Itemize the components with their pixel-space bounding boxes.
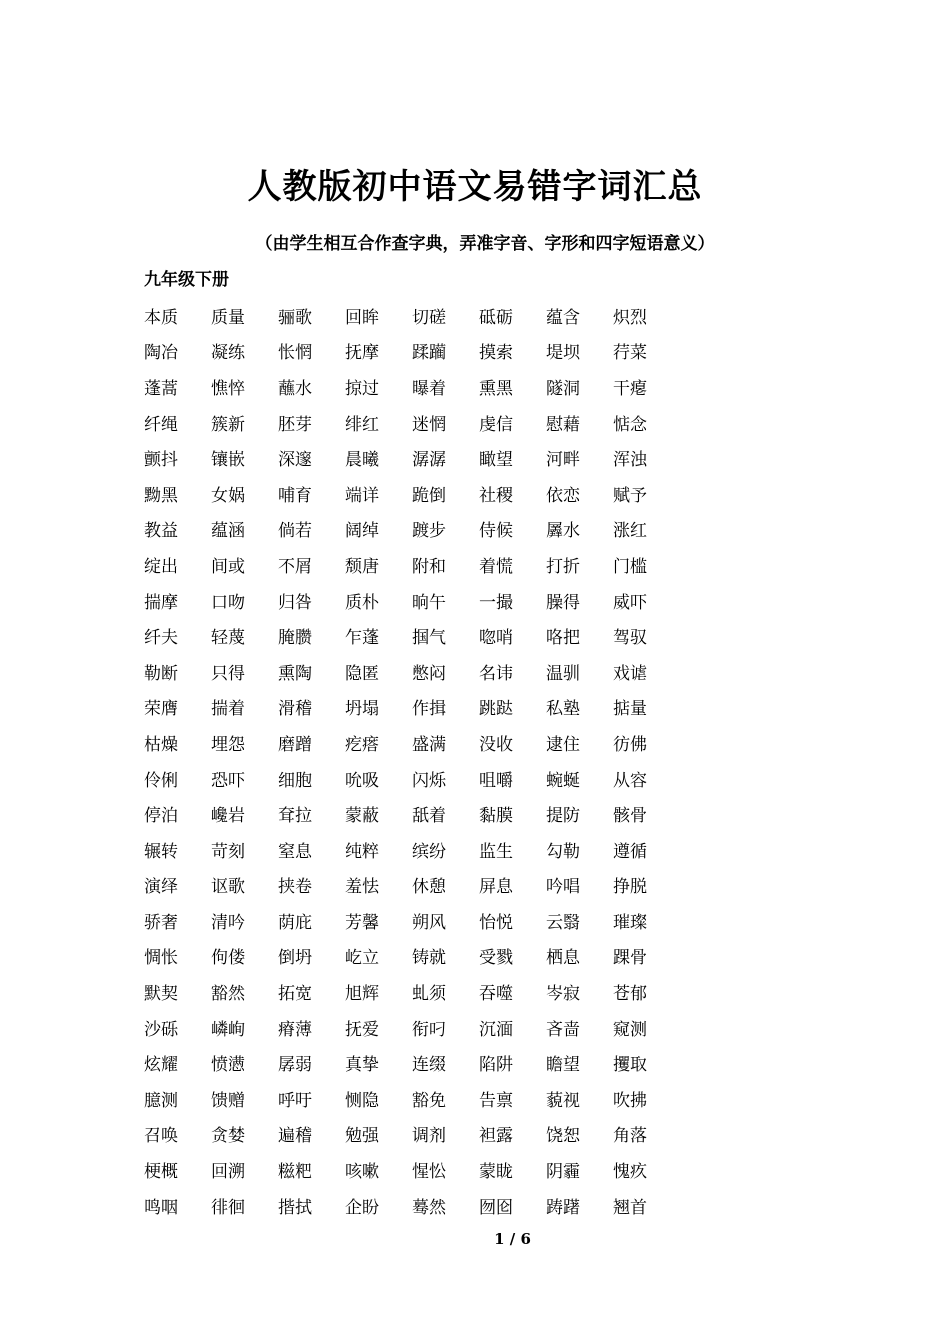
word-row: [144, 336, 704, 372]
word-cell: 闪烁: [412, 770, 446, 791]
word-row: [144, 1047, 704, 1083]
word-cell: 苛刻: [211, 841, 245, 862]
word-cell: 屹立: [345, 948, 379, 969]
word-cell: 陷阱: [479, 1055, 513, 1076]
word-cell: 滑稽: [278, 699, 312, 720]
word-cell: 埋怨: [211, 734, 245, 755]
word-cell: 倘若: [278, 521, 312, 542]
word-cell: 砥砺: [479, 307, 513, 328]
word-cell: 磨蹭: [278, 734, 312, 755]
word-cell: 翘首: [613, 1197, 647, 1218]
page-number: 1 / 6: [494, 1230, 531, 1248]
word-cell: 深邃: [278, 450, 312, 471]
word-cell: 沙砾: [144, 1019, 178, 1040]
word-row: [144, 763, 704, 799]
word-cell: 愧疚: [613, 1162, 647, 1183]
word-cell: 芳馨: [345, 912, 379, 933]
word-cell: 疙瘩: [345, 734, 379, 755]
word-cell: 堤坝: [546, 343, 580, 364]
word-cell: 只得: [211, 663, 245, 684]
word-cell: 朔风: [412, 912, 446, 933]
word-cell: 彷佛: [613, 734, 647, 755]
word-cell: 陶冶: [144, 343, 178, 364]
word-cell: 吞噬: [479, 984, 513, 1005]
word-cell: 荫庇: [278, 912, 312, 933]
word-cell: 休憩: [412, 877, 446, 898]
word-cell: 羞怯: [345, 877, 379, 898]
word-cell: 勒断: [144, 663, 178, 684]
word-cell: 骊歌: [278, 307, 312, 328]
word-cell: 讴歌: [211, 877, 245, 898]
word-cell: 旭辉: [345, 984, 379, 1005]
word-cell: 荇菜: [613, 343, 647, 364]
word-row: [144, 1083, 704, 1119]
word-cell: 清吟: [211, 912, 245, 933]
word-cell: 门槛: [613, 556, 647, 577]
word-cell: 赋予: [613, 485, 647, 506]
word-cell: 憔悴: [211, 378, 245, 399]
word-cell: 受戮: [479, 948, 513, 969]
word-row: [144, 656, 704, 692]
word-cell: 监生: [479, 841, 513, 862]
word-cell: 惺忪: [412, 1162, 446, 1183]
word-cell: 乍蓬: [345, 628, 379, 649]
word-cell: 勉强: [345, 1126, 379, 1147]
word-row: [144, 798, 704, 834]
word-cell: 枯燥: [144, 734, 178, 755]
word-cell: 晌午: [412, 592, 446, 613]
word-cell: 踱步: [412, 521, 446, 542]
word-cell: 勾勒: [546, 841, 580, 862]
word-cell: 演绎: [144, 877, 178, 898]
word-cell: 回眸: [345, 307, 379, 328]
word-cell: 恐吓: [211, 770, 245, 791]
word-cell: 虬须: [412, 984, 446, 1005]
word-cell: 瞻望: [546, 1055, 580, 1076]
word-cell: 孱弱: [278, 1055, 312, 1076]
word-cell: 跳跶: [479, 699, 513, 720]
word-cell: 隧洞: [546, 378, 580, 399]
word-cell: 纤绳: [144, 414, 178, 435]
word-cell: 河畔: [546, 450, 580, 471]
word-cell: 揣摩: [144, 592, 178, 613]
word-cell: 默契: [144, 984, 178, 1005]
word-cell: 徘徊: [211, 1197, 245, 1218]
word-cell: 颓唐: [345, 556, 379, 577]
word-cell: 真挚: [345, 1055, 379, 1076]
word-cell: 倒坍: [278, 948, 312, 969]
word-cell: 曝着: [412, 378, 446, 399]
word-cell: 苍郁: [613, 984, 647, 1005]
word-cell: 咯把: [546, 628, 580, 649]
word-cell: 遍稽: [278, 1126, 312, 1147]
word-cell: 不屑: [278, 556, 312, 577]
word-cell: 糍粑: [278, 1162, 312, 1183]
word-cell: 纤夫: [144, 628, 178, 649]
word-cell: 驾驭: [613, 628, 647, 649]
word-cell: 黝黑: [144, 485, 178, 506]
word-cell: 召唤: [144, 1126, 178, 1147]
page-subtitle: （由学生相互合作查字典，弄准字音、字形和四字短语意义）: [255, 234, 715, 254]
word-cell: 哺育: [278, 485, 312, 506]
word-cell: 憋闷: [412, 663, 446, 684]
word-cell: 跪倒: [412, 485, 446, 506]
word-cell: 蜿蜒: [546, 770, 580, 791]
word-cell: 耷拉: [278, 806, 312, 827]
word-cell: 豁免: [412, 1090, 446, 1111]
word-cell: 遵循: [613, 841, 647, 862]
word-cell: 角落: [613, 1126, 647, 1147]
word-cell: 掠过: [345, 378, 379, 399]
page-title: 人教版初中语文易错字词汇总: [247, 167, 703, 207]
word-cell: 逮住: [546, 734, 580, 755]
word-cell: 豁然: [211, 984, 245, 1005]
word-cell: 提防: [546, 806, 580, 827]
word-cell: 绯红: [345, 414, 379, 435]
word-cell: 质量: [211, 307, 245, 328]
word-cell: 告禀: [479, 1090, 513, 1111]
word-cell: 拓宽: [278, 984, 312, 1005]
word-cell: 栖息: [546, 948, 580, 969]
word-cell: 蕴含: [546, 307, 580, 328]
word-cell: 挟卷: [278, 877, 312, 898]
word-cell: 咀嚼: [479, 770, 513, 791]
word-cell: 梗概: [144, 1162, 178, 1183]
word-cell: 口吻: [211, 592, 245, 613]
word-cell: 黏膜: [479, 806, 513, 827]
word-row: [144, 1119, 704, 1155]
word-cell: 回溯: [211, 1162, 245, 1183]
word-cell: 怡悦: [479, 912, 513, 933]
word-cell: 挣脱: [613, 877, 647, 898]
word-cell: 荣膺: [144, 699, 178, 720]
word-cell: 掴气: [412, 628, 446, 649]
word-row: [144, 371, 704, 407]
word-row: [144, 442, 704, 478]
word-cell: 蕴涵: [211, 521, 245, 542]
word-cell: 抚摩: [345, 343, 379, 364]
word-cell: 依恋: [546, 485, 580, 506]
word-cell: 惦念: [613, 414, 647, 435]
word-cell: 嶙峋: [211, 1019, 245, 1040]
word-cell: 没收: [479, 734, 513, 755]
word-cell: 威吓: [613, 592, 647, 613]
word-cell: 细胞: [278, 770, 312, 791]
word-cell: 攫取: [613, 1055, 647, 1076]
word-cell: 瞰望: [479, 450, 513, 471]
word-row: [144, 514, 704, 550]
word-cell: 颤抖: [144, 450, 178, 471]
word-cell: 屏息: [479, 877, 513, 898]
word-cell: 岑寂: [546, 984, 580, 1005]
word-cell: 企盼: [345, 1197, 379, 1218]
word-cell: 归咎: [278, 592, 312, 613]
word-cell: 虔信: [479, 414, 513, 435]
word-row: [144, 620, 704, 656]
word-cell: 臆测: [144, 1090, 178, 1111]
word-cell: 囫囵: [479, 1197, 513, 1218]
word-cell: 迷惘: [412, 414, 446, 435]
word-cell: 踌躇: [546, 1197, 580, 1218]
word-row: [144, 692, 704, 728]
word-cell: 切磋: [412, 307, 446, 328]
word-cell: 蹂躏: [412, 343, 446, 364]
word-cell: 抚爱: [345, 1019, 379, 1040]
word-cell: 本质: [144, 307, 178, 328]
word-cell: 衔叼: [412, 1019, 446, 1040]
word-cell: 伶俐: [144, 770, 178, 791]
word-cell: 潺潺: [412, 450, 446, 471]
word-cell: 瘠薄: [278, 1019, 312, 1040]
word-cell: 涨红: [613, 521, 647, 542]
word-cell: 间或: [211, 556, 245, 577]
word-cell: 吟唱: [546, 877, 580, 898]
word-cell: 熏黑: [479, 378, 513, 399]
word-cell: 惆怅: [144, 948, 178, 969]
word-cell: 教益: [144, 521, 178, 542]
word-cell: 蘸水: [278, 378, 312, 399]
word-cell: 连缀: [412, 1055, 446, 1076]
word-cell: 缤纷: [412, 841, 446, 862]
word-cell: 恻隐: [345, 1090, 379, 1111]
word-cell: 窥测: [613, 1019, 647, 1040]
word-cell: 羼水: [546, 521, 580, 542]
word-cell: 社稷: [479, 485, 513, 506]
word-cell: 停泊: [144, 806, 178, 827]
word-cell: 一撮: [479, 592, 513, 613]
word-cell: 熏陶: [278, 663, 312, 684]
word-row: [144, 870, 704, 906]
word-cell: 饶恕: [546, 1126, 580, 1147]
word-cell: 贪婪: [211, 1126, 245, 1147]
word-cell: 吹拂: [613, 1090, 647, 1111]
word-cell: 掂量: [613, 699, 647, 720]
word-cell: 炫耀: [144, 1055, 178, 1076]
word-cell: 绽出: [144, 556, 178, 577]
word-cell: 臊得: [546, 592, 580, 613]
word-cell: 佝偻: [211, 948, 245, 969]
word-row: [144, 727, 704, 763]
word-cell: 踝骨: [613, 948, 647, 969]
word-cell: 调剂: [412, 1126, 446, 1147]
word-cell: 唿哨: [479, 628, 513, 649]
word-cell: 侍候: [479, 521, 513, 542]
word-cell: 摸索: [479, 343, 513, 364]
word-cell: 吝啬: [546, 1019, 580, 1040]
word-row: [144, 941, 704, 977]
word-cell: 纯粹: [345, 841, 379, 862]
word-cell: 窒息: [278, 841, 312, 862]
word-row: [144, 834, 704, 870]
word-cell: 蒙眬: [479, 1162, 513, 1183]
word-cell: 铸就: [412, 948, 446, 969]
word-cell: 从容: [613, 770, 647, 791]
word-row: [144, 549, 704, 585]
word-cell: 藐视: [546, 1090, 580, 1111]
word-cell: 坍塌: [345, 699, 379, 720]
word-cell: 舐着: [412, 806, 446, 827]
word-cell: 蓬蒿: [144, 378, 178, 399]
word-cell: 端详: [345, 485, 379, 506]
word-cell: 吮吸: [345, 770, 379, 791]
word-row: [144, 407, 704, 443]
word-list-grid: [144, 300, 704, 1225]
word-row: [144, 1190, 704, 1226]
word-cell: 沉湎: [479, 1019, 513, 1040]
word-cell: 馈赠: [211, 1090, 245, 1111]
word-cell: 作揖: [412, 699, 446, 720]
word-row: [144, 976, 704, 1012]
word-cell: 骄奢: [144, 912, 178, 933]
word-cell: 云翳: [546, 912, 580, 933]
word-cell: 名讳: [479, 663, 513, 684]
word-cell: 浑浊: [613, 450, 647, 471]
word-cell: 蓦然: [412, 1197, 446, 1218]
word-cell: 戏谑: [613, 663, 647, 684]
word-cell: 骸骨: [613, 806, 647, 827]
word-row: [144, 905, 704, 941]
word-cell: 温驯: [546, 663, 580, 684]
word-cell: 咳嗽: [345, 1162, 379, 1183]
word-cell: 晨曦: [345, 450, 379, 471]
word-cell: 干瘪: [613, 378, 647, 399]
word-cell: 璀璨: [613, 912, 647, 933]
word-cell: 愤懑: [211, 1055, 245, 1076]
section-heading: 九年级下册: [144, 270, 229, 290]
word-cell: 质朴: [345, 592, 379, 613]
word-cell: 簇新: [211, 414, 245, 435]
word-cell: 隐匿: [345, 663, 379, 684]
word-row: [144, 1012, 704, 1048]
word-cell: 附和: [412, 556, 446, 577]
word-cell: 打折: [546, 556, 580, 577]
word-cell: 慰藉: [546, 414, 580, 435]
word-cell: 盛满: [412, 734, 446, 755]
word-cell: 揣着: [211, 699, 245, 720]
word-cell: 揩拭: [278, 1197, 312, 1218]
word-cell: 私塾: [546, 699, 580, 720]
word-cell: 鸣咽: [144, 1197, 178, 1218]
word-cell: 怅惘: [278, 343, 312, 364]
word-cell: 凝练: [211, 343, 245, 364]
word-cell: 镶嵌: [211, 450, 245, 471]
word-cell: 阔绰: [345, 521, 379, 542]
word-cell: 蒙蔽: [345, 806, 379, 827]
word-row: [144, 300, 704, 336]
word-cell: 巉岩: [211, 806, 245, 827]
word-cell: 着慌: [479, 556, 513, 577]
word-cell: 阴霾: [546, 1162, 580, 1183]
word-cell: 呼吁: [278, 1090, 312, 1111]
word-cell: 腌臜: [278, 628, 312, 649]
word-cell: 袒露: [479, 1126, 513, 1147]
word-cell: 轻蔑: [211, 628, 245, 649]
word-cell: 女娲: [211, 485, 245, 506]
word-cell: 辗转: [144, 841, 178, 862]
word-row: [144, 478, 704, 514]
word-cell: 炽烈: [613, 307, 647, 328]
word-cell: 胚芽: [278, 414, 312, 435]
word-row: [144, 585, 704, 621]
word-row: [144, 1154, 704, 1190]
